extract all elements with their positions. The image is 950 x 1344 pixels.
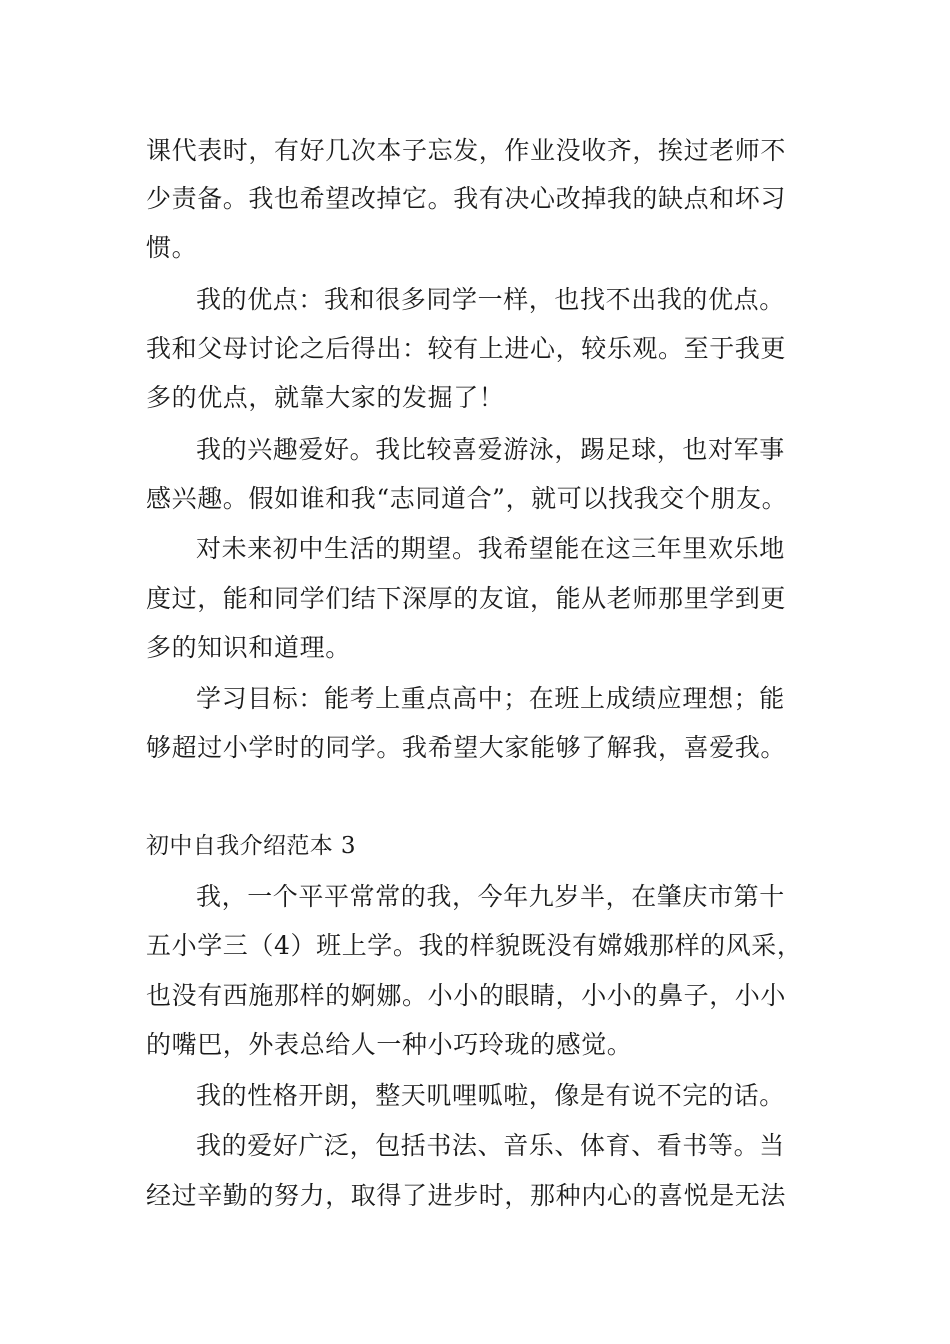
section-heading: 初中自我介绍范本 3 [146, 833, 356, 859]
body-text-line: 也没有西施那样的婀娜。小小的眼睛，小小的鼻子，小小 [146, 981, 787, 1010]
body-text-line: 够超过小学时的同学。我希望大家能够了解我，喜爱我。 [146, 733, 787, 762]
body-text-line: 感兴趣。假如谁和我“志同道合”，就可以找我交个朋友。 [146, 484, 788, 513]
body-text-line: 多的优点，就靠大家的发掘了！ [146, 383, 505, 412]
body-text-line: 课代表时，有好几次本子忘发，作业没收齐，挨过老师不 [146, 136, 787, 165]
body-text-line: 少责备。我也希望改掉它。我有决心改掉我的缺点和坏习 [146, 184, 787, 213]
paragraph-first-line: 学习目标：能考上重点高中；在班上成绩应理想；能 [196, 684, 785, 713]
paragraph-first-line: 我的优点：我和很多同学一样，也找不出我的优点。 [196, 285, 785, 314]
paragraph-first-line: 对未来初中生活的期望。我希望能在这三年里欢乐地 [196, 534, 785, 563]
body-text-line: 的嘴巴，外表总给人一种小巧玲珑的感觉。 [146, 1030, 633, 1059]
body-text-line: 五小学三（4）班上学。我的样貌既没有嫦娥那样的风采， [146, 931, 803, 960]
paragraph-first-line: 我的兴趣爱好。我比较喜爱游泳，踢足球，也对军事 [196, 435, 785, 464]
body-text-line: 惯。 [146, 233, 198, 262]
body-text-line: 我和父母讨论之后得出：较有上进心，较乐观。至于我更 [146, 334, 787, 363]
paragraph-first-line: 我，一个平平常常的我，今年九岁半，在肇庆市第十 [196, 882, 785, 911]
body-text-line: 多的知识和道理。 [146, 633, 351, 662]
body-text-line: 度过，能和同学们结下深厚的友谊，能从老师那里学到更 [146, 584, 787, 613]
paragraph-first-line: 我的性格开朗，整天叽哩呱啦，像是有说不完的话。 [196, 1081, 785, 1110]
body-text-line: 经过辛勤的努力，取得了进步时，那种内心的喜悦是无法 [146, 1181, 787, 1210]
paragraph-first-line: 我的爱好广泛，包括书法、音乐、体育、看书等。当 [196, 1131, 785, 1160]
